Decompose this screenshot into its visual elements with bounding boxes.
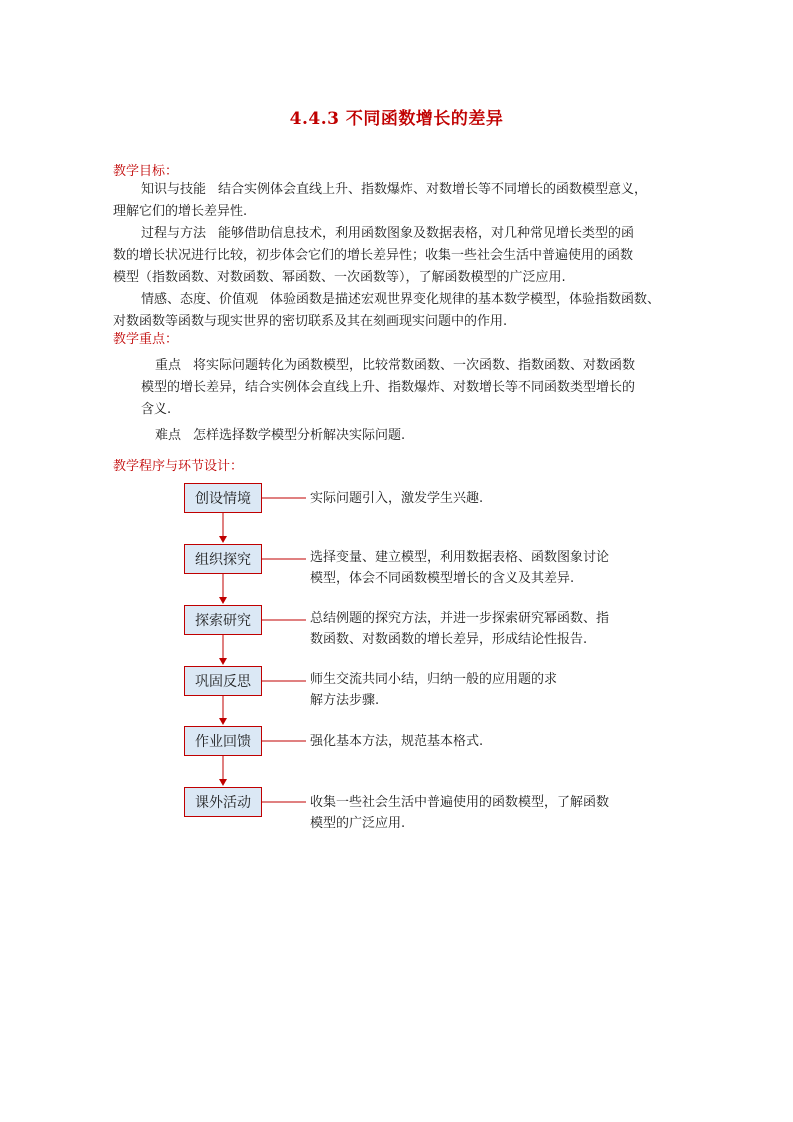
process-line-1 [141,223,634,245]
page-title: 4.4.3 不同函数增长的差异 [289,109,504,129]
step-desc-5-line-1: 强化基本方法，规范基本格式. [310,734,484,749]
step-box-6: 课外活动 [184,787,262,817]
knowledge-line-1 [141,179,647,201]
step-desc-6 [310,792,609,834]
procedure-heading: 教学程序与环节设计： [113,459,244,474]
process-line-2: 数的增长状况进行比较，初步体会它们的增长差异性；收集一些社会生活中普遍使用的函数 [113,248,634,263]
step-desc-1 [310,488,483,509]
knowledge-line-2: 理解它们的增长差异性. [113,204,248,219]
step-desc-5 [310,731,483,752]
step-desc-1-line-1: 实际问题引入，激发学生兴趣. [310,491,484,506]
focus-line-3: 含义. [141,402,172,417]
arrow-head-5 [219,779,227,786]
focus-line-1 [155,355,635,377]
step-desc-2-line-2: 模型，体会不同函数模型增长的含义及其差异. [310,571,575,586]
step-desc-4-line-1: 师生交流共同小结，归纳一般的应用题的求 [310,672,558,687]
arrow-head-3 [219,658,227,665]
step-desc-6-line-1: 收集一些社会生活中普遍使用的函数模型，了解函数 [310,795,610,810]
focus-line-2: 模型的增长差异，结合实例体会直线上升、指数爆炸、对数增长等不同函数类型增长的 [141,380,636,395]
emotion-label: 情感、态度、价值观 [141,292,259,307]
process-line-3: 模型（指数函数、对数函数、幂函数、一次函数等），了解函数模型的广泛应用. [113,270,566,285]
difficulty-line [155,425,405,447]
emotion-text-1: 体验函数是描述宏观世界变化规律的基本数学模型，体验指数函数、 [270,292,661,307]
process-label: 过程与方法 [141,226,207,241]
step-box-2: 组织探究 [184,544,262,574]
step-desc-2 [310,547,609,589]
step-desc-3-line-1: 总结例题的探究方法，并进一步探索研究幂函数、指 [310,611,610,626]
step-desc-4 [310,669,557,711]
step-desc-2-line-1: 选择变量、建立模型，利用数据表格、函数图象讨论 [310,550,610,565]
knowledge-text-1: 结合实例体会直线上升、指数爆炸、对数增长等不同增长的函数模型意义， [218,182,648,197]
objectives-heading: 教学目标： [113,164,179,179]
step-box-5: 作业回馈 [184,726,262,756]
step-desc-6-line-2: 模型的广泛应用. [310,816,406,831]
process-text-1: 能够借助信息技术，利用函数图象及数据表格，对几种常见增长类型的函 [218,226,635,241]
difficulty-text: 怎样选择数学模型分析解决实际问题. [193,428,406,443]
focus-label: 重点 [155,358,182,373]
emotion-line-2: 对数函数等函数与现实世界的密切联系及其在刻画现实问题中的作用. [113,314,508,329]
step-box-1: 创设情境 [184,483,262,513]
emotion-line-1 [141,289,660,311]
step-desc-3-line-2: 数函数、对数函数的增长差异，形成结论性报告. [310,632,588,647]
focus-text-1: 将实际问题转化为函数模型，比较常数函数、一次函数、指数函数、对数函数 [193,358,636,373]
arrow-head-2 [219,597,227,604]
step-desc-4-line-2: 解方法步骤. [310,693,380,708]
step-box-3: 探索研究 [184,605,262,635]
arrow-head-1 [219,536,227,543]
key-points-heading: 教学重点： [113,332,179,347]
step-box-4: 巩固反思 [184,666,262,696]
difficulty-label: 难点 [155,428,182,443]
arrow-head-4 [219,718,227,725]
knowledge-label: 知识与技能 [141,182,207,197]
step-desc-3 [310,608,609,650]
